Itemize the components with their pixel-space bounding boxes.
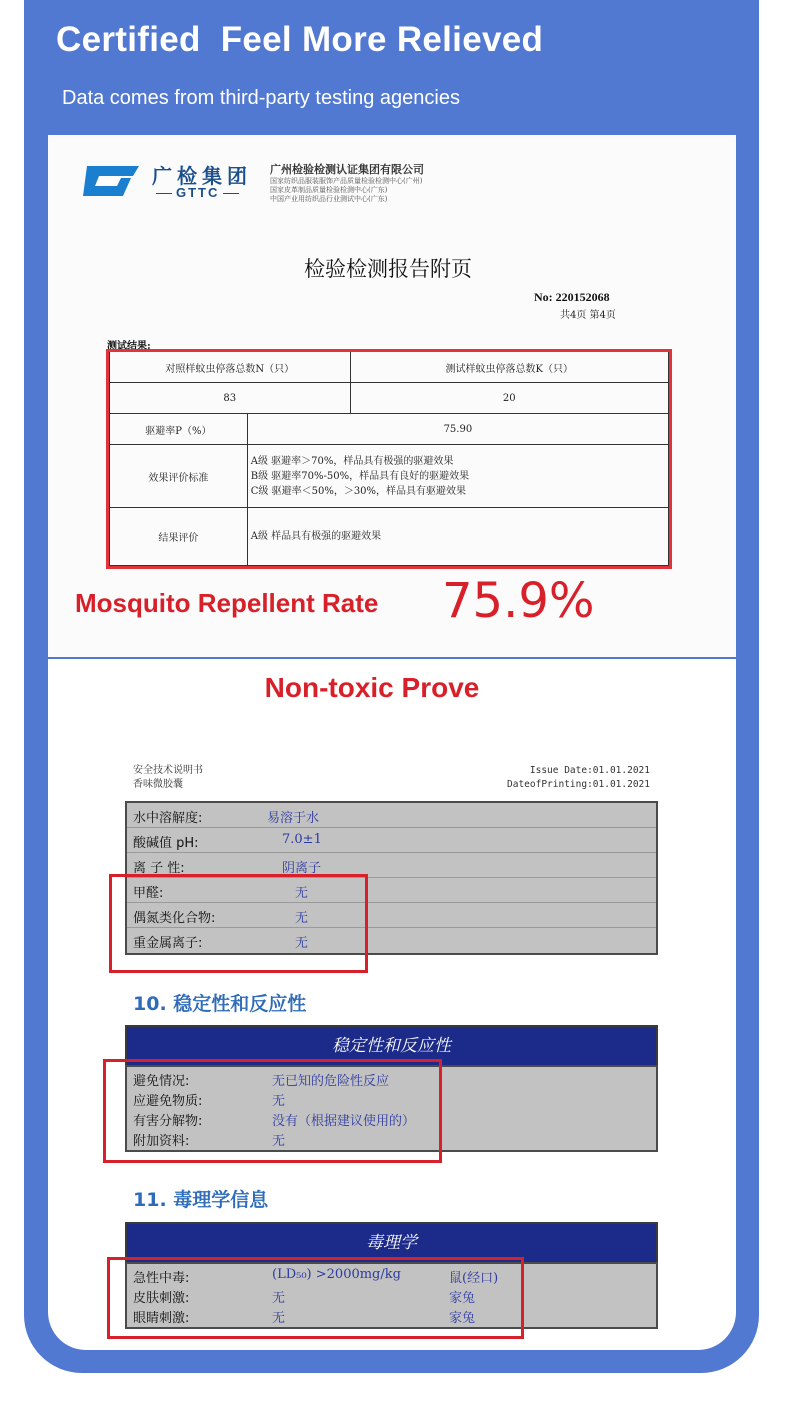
highlight-box: [109, 874, 368, 973]
property-label: 离 子 性:: [133, 861, 185, 876]
organization-name: 广州检验检测认证集团有限公司: [270, 163, 424, 176]
nontoxic-heading: Non-toxic Prove: [264, 672, 480, 703]
table-cell: 效果评价标准: [110, 445, 248, 508]
stability-label: 应避免物质:: [133, 1094, 203, 1109]
row-divider: [127, 852, 656, 853]
stability-label: 避免情况:: [133, 1074, 190, 1089]
section-11-heading: 11. 毒理学信息: [133, 1189, 269, 1211]
repellent-rate-label: Mosquito Repellent Rate: [75, 588, 379, 618]
table-cell: 对照样蚊虫停落总数N（只）: [110, 352, 351, 383]
stability-value: 无已知的危险性反应: [272, 1074, 390, 1089]
property-value: 7.0±1: [282, 832, 322, 847]
table-cell: 驱避率P（%）: [110, 414, 248, 445]
table-cell: 20: [350, 383, 668, 414]
results-label: 测试结果:: [107, 341, 151, 352]
organization-block: [270, 161, 424, 204]
content-card: [48, 135, 736, 1350]
test-report-image: [48, 135, 736, 657]
table-cell: 结果评价: [110, 508, 248, 566]
page-headline: Certified Feel More Relieved: [56, 20, 544, 59]
property-label: 酸碱值 pH:: [133, 836, 199, 851]
section-10-banner: 稳定性和反应性: [125, 1025, 658, 1067]
print-date: DateofPrinting:01.01.2021: [507, 779, 650, 790]
toxicology-value: (LD₅₀) >2000mg/kg: [272, 1267, 401, 1282]
msds-header-left: [133, 764, 203, 792]
property-label: 甲醛:: [133, 886, 164, 901]
logo-english-name: GTTC: [152, 185, 243, 200]
property-label: 重金属离子:: [133, 936, 203, 951]
property-value: 阴离子: [282, 861, 322, 876]
highlight-box: [107, 1257, 524, 1339]
stability-label: 附加资料:: [133, 1134, 190, 1149]
criteria-line: C级 驱避率＜50%，＞30%，样品具有驱避效果: [250, 485, 467, 497]
gttc-logo-icon: [81, 162, 141, 200]
property-value: 无: [295, 886, 309, 901]
property-label: 偶氮类化合物:: [133, 911, 216, 926]
report-pages: 共4页 第4页: [560, 310, 616, 321]
table-cell: A级 样品具有极强的驱避效果: [247, 508, 668, 566]
report-number: No: 220152068: [534, 290, 610, 304]
property-value: 无: [295, 936, 309, 951]
property-label: 水中溶解度:: [133, 811, 203, 826]
organization-line: 国家纺织品服装服饰产品质量检验检测中心(广州): [270, 177, 423, 185]
toxicology-species: 家兔: [449, 1311, 476, 1326]
section-10-heading: 10. 稳定性和反应性: [133, 993, 307, 1015]
msds-product: 香味微胶囊: [133, 779, 183, 790]
toxicology-value: 无: [272, 1311, 286, 1326]
criteria-line: B级 驱避率70%-50%，样品具有良好的驱避效果: [250, 470, 470, 482]
repellent-rate-value: 75.9%: [442, 573, 595, 629]
toxicology-label: 皮肤刺激:: [133, 1291, 190, 1306]
toxicology-value: 无: [272, 1291, 286, 1306]
page-subtitle: Data comes from third-party testing agencies: [62, 87, 460, 109]
stability-label: 有害分解物:: [133, 1114, 203, 1129]
table-cell: 测试样蚊虫停落总数K（只）: [350, 352, 668, 383]
section-divider: [48, 657, 736, 659]
issue-date: Issue Date:01.01.2021: [529, 765, 650, 776]
criteria-line: A级 驱避率＞70%，样品具有极强的驱避效果: [250, 455, 454, 467]
highlight-box: [103, 1059, 442, 1163]
row-divider: [127, 827, 656, 828]
highlight-box: [106, 349, 672, 569]
msds-title: 安全技术说明书: [133, 765, 203, 776]
toxicology-label: 急性中毒:: [133, 1271, 190, 1286]
property-value: 易溶于水: [267, 811, 320, 826]
organization-line: 国家皮革制品质量检验检测中心(广东): [270, 186, 388, 194]
logo-chinese-name: 广检集团: [152, 164, 252, 188]
msds-header-right: [468, 764, 650, 792]
table-cell: 83: [110, 383, 351, 414]
property-value: 无: [295, 911, 309, 926]
toxicology-species: 鼠(经口): [449, 1271, 499, 1286]
stability-value: 无: [272, 1134, 286, 1149]
organization-line: 中国产业用纺织品行业测试中心(广东): [270, 195, 388, 203]
table-cell: 75.90: [247, 414, 668, 445]
toxicology-species: 家兔: [449, 1291, 476, 1306]
report-title: 检验检测报告附页: [304, 257, 472, 281]
toxicology-label: 眼睛刺激:: [133, 1311, 190, 1326]
section-11-banner: 毒理学: [125, 1222, 658, 1264]
stability-value: 无: [272, 1094, 286, 1109]
stability-value: 没有（根据建议使用的）: [272, 1114, 416, 1129]
